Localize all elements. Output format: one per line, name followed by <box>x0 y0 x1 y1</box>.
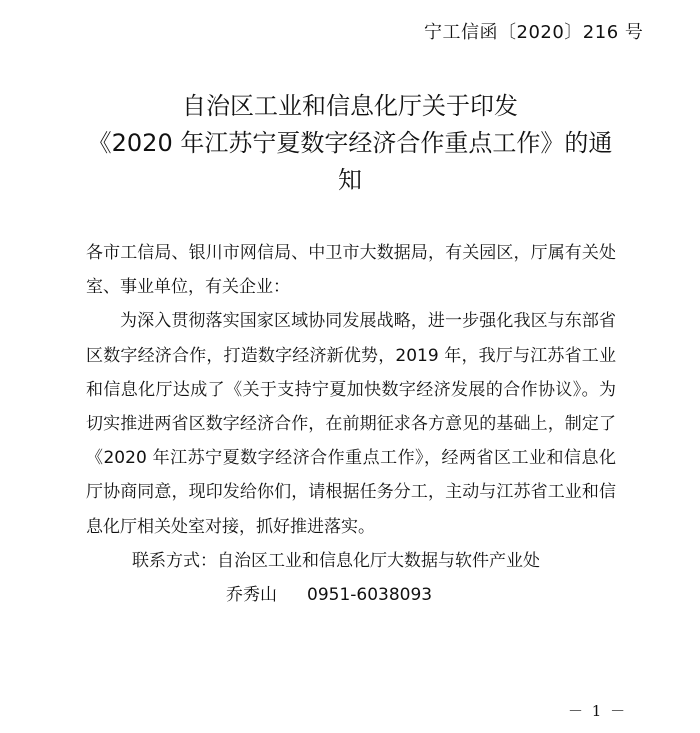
document-body <box>86 236 616 612</box>
main-paragraph: 为深入贯彻落实国家区域协同发展战略，进一步强化我区与东部省区数字经济合作，打造数字经济新优势，2019 年，我厅与江苏省工业和信息化厅达成了《关于支持宁夏加快数字经济发展的合作协议》。为切实推进两省区数字经济合作，在前期征求各方意见的基础上，制定了《2020 年江苏宁夏数字经济合作重点工作》，经两省区工业和信息化厅协商同意，现印发给你们，请根据任务分工，主动与江苏省工业和信息化厅相关处室对接，抓好推进落实。 <box>86 311 616 537</box>
title-line-1: 自治区工业和信息化厅关于印发 <box>182 92 518 120</box>
page-number: － 1 － <box>568 702 628 720</box>
contact-name: 乔秀山 <box>226 585 277 606</box>
document-number: 宁工信函〔2020〕216 号 <box>424 22 644 43</box>
contact-phone: 0951-6038093 <box>307 585 433 606</box>
title-line-3: 知 <box>338 166 362 194</box>
addressee: 各市工信局、银川市网信局、中卫市大数据局，有关园区，厅属有关处室、事业单位，有关企业： <box>86 243 616 298</box>
title-line-2: 《2020 年江苏宁夏数字经济合作重点工作》的通 <box>87 129 613 157</box>
contact-info: 联系方式：自治区工业和信息化厅大数据与软件产业处 <box>132 550 540 571</box>
document-title <box>0 88 700 199</box>
contact-person-line <box>86 578 616 612</box>
